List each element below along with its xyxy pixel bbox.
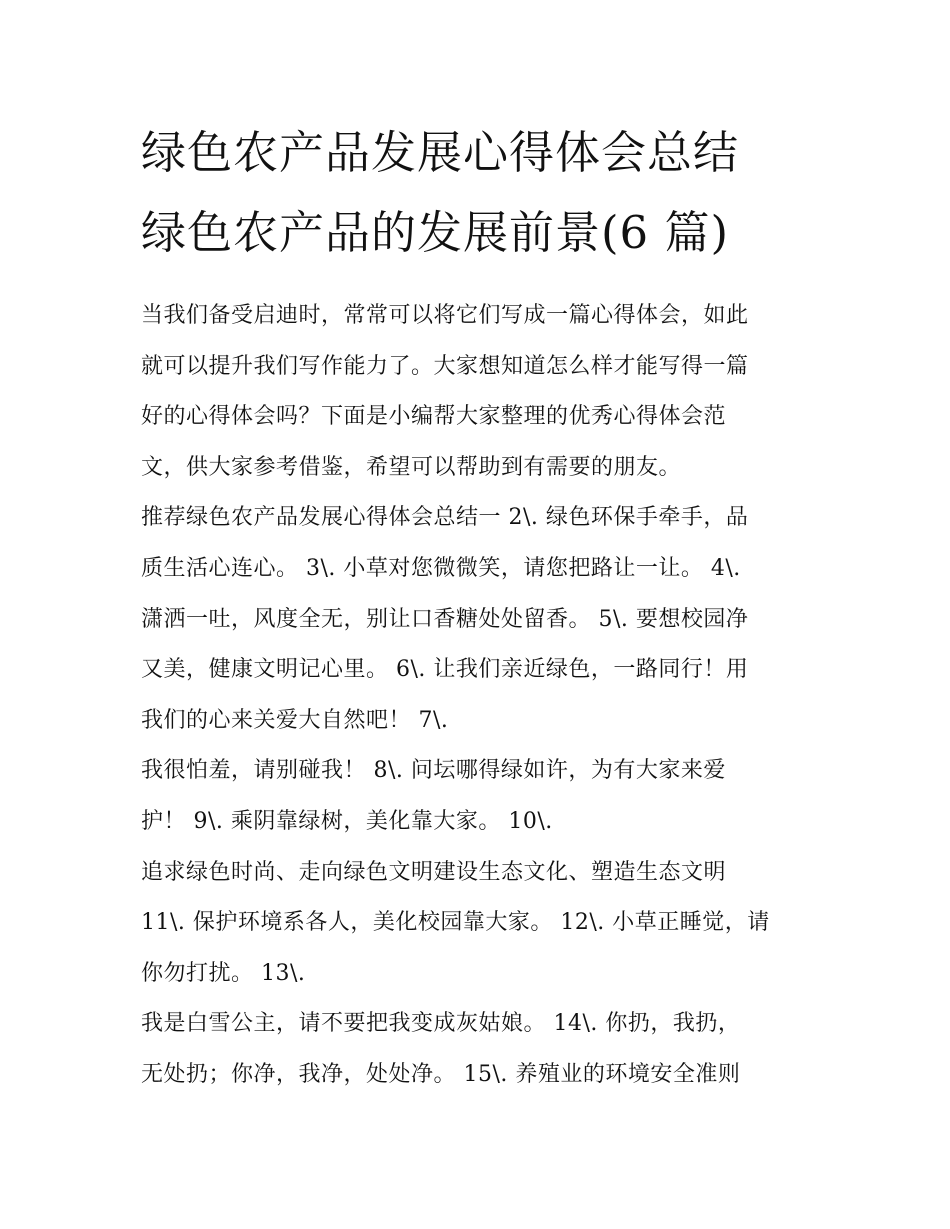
text-line: 文，供大家参考借鉴，希望可以帮助到有需要的朋友。 — [141, 454, 682, 480]
title-line: 绿色农产品发展心得体会总结 — [141, 126, 740, 179]
text-line: 我们的心来关爱大自然吧！ 7\. — [141, 707, 449, 733]
text-line: 好的心得体会吗？下面是小编帮大家整理的优秀心得体会范 — [141, 404, 727, 430]
slogan-paragraph — [141, 848, 821, 1000]
text-line: 无处扔；你净，我净，处处净。 15\. 养殖业的环境安全准则 — [141, 1061, 741, 1087]
slogan-paragraph — [141, 746, 821, 847]
text-line: 当我们备受启迪时，常常可以将它们写成一篇心得体会，如此 — [141, 303, 749, 328]
title-line: 绿色农产品的发展前景(6 篇) — [141, 206, 730, 259]
document-page — [141, 113, 821, 1101]
slogan-paragraph — [141, 493, 821, 746]
text-line: 潇洒一吐，风度全无，别让口香糖处处留香。 5\. 要想校园净 — [141, 606, 749, 632]
text-line: 我很怕羞，请别碰我！ 8\. 问坛哪得绿如许，为有大家来爱 — [141, 758, 726, 784]
document-title — [141, 113, 821, 273]
text-line: 就可以提升我们写作能力了。大家想知道怎么样才能写得一篇 — [141, 353, 749, 379]
text-line: 我是白雪公主，请不要把我变成灰姑娘。 14\. 你扔，我扔， — [141, 1011, 741, 1037]
text-line: 护！ 9\. 乘阴靠绿树，美化靠大家。 10\. — [141, 808, 553, 834]
text-line: 又美，健康文明记心里。 6\. 让我们亲近绿色，一路同行！用 — [141, 657, 749, 683]
text-line: 追求绿色时尚、走向绿色文明建设生态文化、塑造生态文明 — [141, 859, 727, 885]
text-line: 推荐绿色农产品发展心得体会总结一 2\. 绿色环保手牵手，品 — [141, 505, 749, 531]
text-line: 你勿打扰。 13\. — [141, 960, 306, 986]
intro-paragraph — [141, 291, 821, 493]
text-line: 质生活心连心。 3\. 小草对您微微笑，请您把路让一让。 4\. — [141, 555, 741, 581]
slogan-paragraph — [141, 999, 821, 1100]
text-line: 11\. 保护环境系各人，美化校园靠大家。 12\. 小草正睡觉，请 — [141, 910, 770, 936]
